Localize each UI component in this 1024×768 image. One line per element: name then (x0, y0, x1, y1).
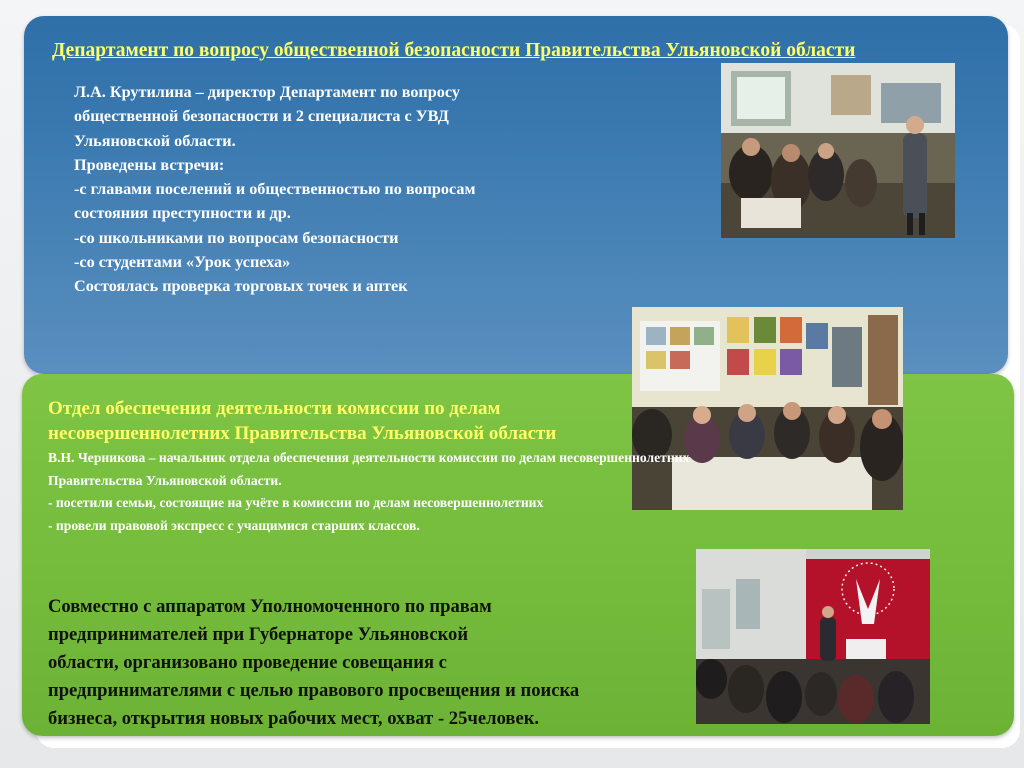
department-line: -со школьниками по вопросам безопасности (74, 228, 399, 247)
joint-meeting-line: области, организовано проведение совещания с (48, 652, 447, 673)
department-line: Состоялась проверка торговых точек и аптек (74, 277, 408, 296)
commission-line: - провели правовой экспресс с учащимися старших классов. (48, 517, 420, 533)
commission-text (48, 447, 948, 537)
department-line: Проведены встречи: (74, 155, 225, 174)
joint-meeting-line: Совместно с аппаратом Уполномоченного по правам (48, 596, 492, 617)
department-heading: Департамент по вопросу общественной безопасности Правительства Ульяновской области (52, 40, 856, 61)
department-text (74, 80, 594, 299)
joint-meeting-text (48, 593, 948, 733)
department-line: -с главами поселений и общественностью по вопросам (74, 180, 476, 199)
commission-heading-line: Отдел обеспечения деятельности комиссии по делам (48, 398, 501, 419)
department-line: Л.А. Крутилина – директор Департамент по вопросу (74, 83, 460, 101)
department-line: -со студентами «Урок успеха» (74, 253, 291, 272)
joint-meeting-line: предпринимателями с целью правового просвещения и поиска (48, 680, 580, 701)
joint-meeting-line: предпринимателей при Губернаторе Ульяновской (48, 624, 469, 645)
commission-heading-line: несовершеннолетних Правительства Ульяновской области (48, 423, 557, 444)
department-line: Ульяновской области. (74, 131, 236, 150)
meeting-photo-hall (721, 63, 955, 238)
department-line: состояния преступности и др. (74, 204, 291, 223)
commission-line: Правительства Ульяновской области. (48, 472, 282, 488)
department-line: общественной безопасности и 2 специалиста с УВД (74, 107, 449, 126)
commission-line: В.Н. Черникова – начальник отдела обеспечения деятельности комиссии по делам несовершеннолетних (48, 450, 690, 465)
joint-meeting-line: бизнеса, открытия новых рабочих мест, охват - 25человек. (48, 708, 540, 729)
commission-heading (48, 396, 688, 446)
commission-line: - посетили семьи, состоящие на учёте в комиссии по делам несовершеннолетних (48, 495, 544, 510)
